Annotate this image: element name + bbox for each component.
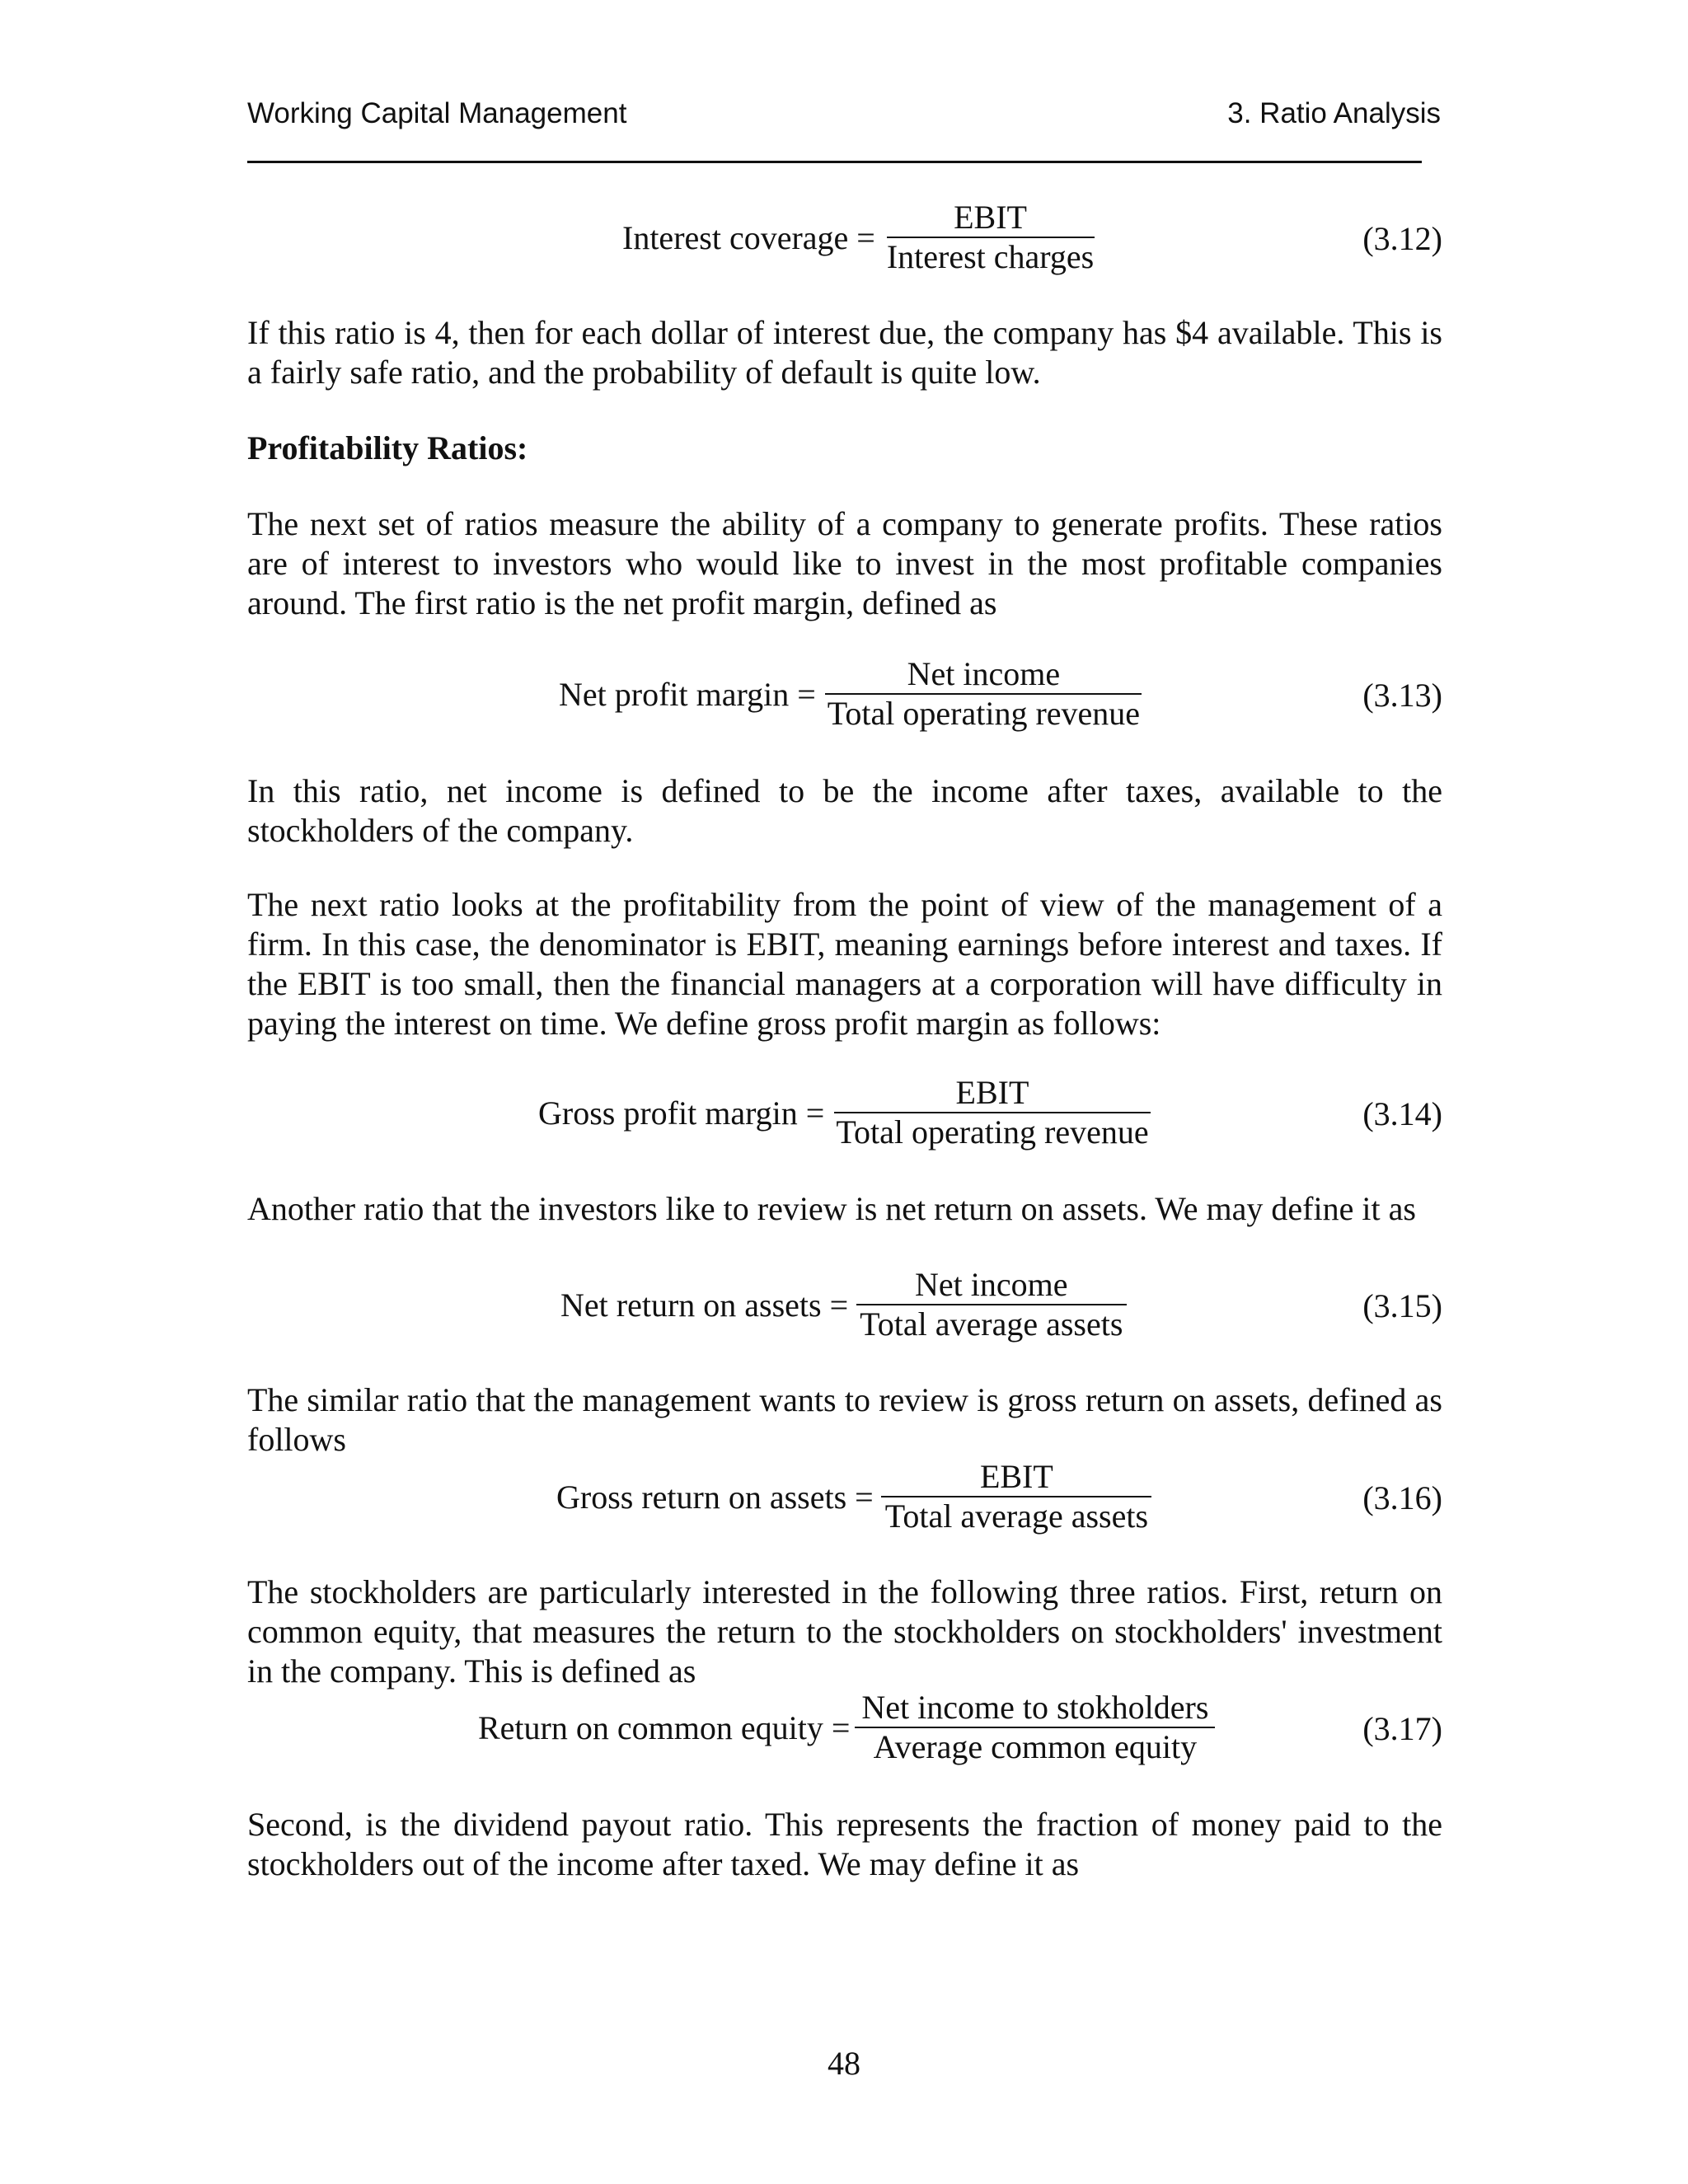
equation-numerator: EBIT — [887, 199, 1095, 238]
page-number: 48 — [828, 2045, 860, 2082]
equation-numerator: EBIT — [881, 1458, 1151, 1497]
paragraph-stockholder-ratios: The stockholders are particularly interested in the following three ratios. First, return on common equity, that measures the return to the stockholders on stockholders' investment in the company. This is defined as — [247, 1573, 1442, 1690]
equation-number: (3.13) — [1362, 677, 1442, 714]
equation-lhs: Gross return on assets = — [556, 1478, 874, 1516]
equation-numerator: Net income to stokholders — [855, 1689, 1215, 1728]
equation-numerator: Net income — [825, 655, 1142, 695]
paragraph-profitability-intro: The next set of ratios measure the ability of a company to generate profits. These ratios are of interest to investors who would like to invest in the most profitable companies around. The first ratio is the net profit margin, defined as — [247, 505, 1442, 621]
equation-number: (3.15) — [1362, 1287, 1442, 1324]
paragraph-net-income-definition: In this ratio, net income is defined to be the income after taxes, available to the stockholders of the company. — [247, 772, 1442, 849]
equation-number: (3.12) — [1362, 220, 1442, 257]
equation-denominator: Average common equity — [873, 1728, 1198, 1765]
equation-fraction — [880, 199, 1100, 276]
equation-number: (3.16) — [1362, 1479, 1442, 1516]
equation-3-15 — [247, 1263, 1442, 1346]
equation-lhs: Net profit margin = — [559, 675, 816, 713]
equation-denominator: Total operating revenue — [836, 1113, 1149, 1151]
paragraph-interest-coverage: If this ratio is 4, then for each dollar of interest due, the company has $4 available. This is a fairly safe ratio, and the probability of default is quite low. — [247, 314, 1442, 391]
equation-numerator: Net income — [856, 1266, 1127, 1305]
equation-fraction — [829, 1074, 1155, 1151]
equation-fraction — [855, 1689, 1215, 1766]
equation-fraction — [879, 1458, 1155, 1535]
equation-fraction — [821, 655, 1146, 733]
equation-denominator: Total operating revenue — [827, 695, 1141, 732]
equation-lhs: Net return on assets = — [560, 1286, 849, 1324]
header-book-title: Working Capital Management — [247, 97, 627, 129]
equation-3-12 — [247, 196, 1442, 279]
equation-denominator: Total average assets — [884, 1497, 1149, 1535]
equation-3-17 — [247, 1686, 1442, 1769]
equation-3-16 — [247, 1455, 1442, 1538]
header-chapter-title: 3. Ratio Analysis — [1227, 97, 1441, 129]
running-header — [247, 97, 1441, 132]
equation-number: (3.17) — [1362, 1710, 1442, 1747]
equation-denominator: Total average assets — [860, 1305, 1123, 1343]
equation-fraction — [853, 1266, 1129, 1343]
paragraph-gross-return-intro: The similar ratio that the management wants to review is gross return on assets, defined as follows — [247, 1381, 1442, 1458]
equation-lhs: Gross profit margin = — [538, 1094, 825, 1132]
equation-3-13 — [247, 653, 1442, 735]
equation-lhs: Return on common equity = — [478, 1708, 851, 1746]
paragraph-net-return-intro: Another ratio that the investors like to review is net return on assets. We may define it as — [247, 1190, 1416, 1227]
header-rule — [247, 161, 1422, 163]
equation-number: (3.14) — [1362, 1095, 1442, 1132]
section-heading-profitability: Profitability Ratios: — [247, 429, 528, 466]
paragraph-dividend-payout: Second, is the dividend payout ratio. This represents the fraction of money paid to the stockholders out of the income after taxed. We may define it as — [247, 1806, 1442, 1882]
equation-numerator: EBIT — [834, 1074, 1151, 1113]
paragraph-management-profitability: The next ratio looks at the profitability from the point of view of the management of a firm. In this case, the denominator is EBIT, meaning earnings before interest and taxes. If the EBIT is too small, then the financial managers at a corporation will have difficulty in paying the interest on time. We define gross profit margin as follows: — [247, 886, 1442, 1042]
equation-denominator: Interest charges — [886, 238, 1095, 275]
equation-3-14 — [247, 1071, 1442, 1154]
equation-lhs: Interest coverage = — [622, 218, 875, 256]
